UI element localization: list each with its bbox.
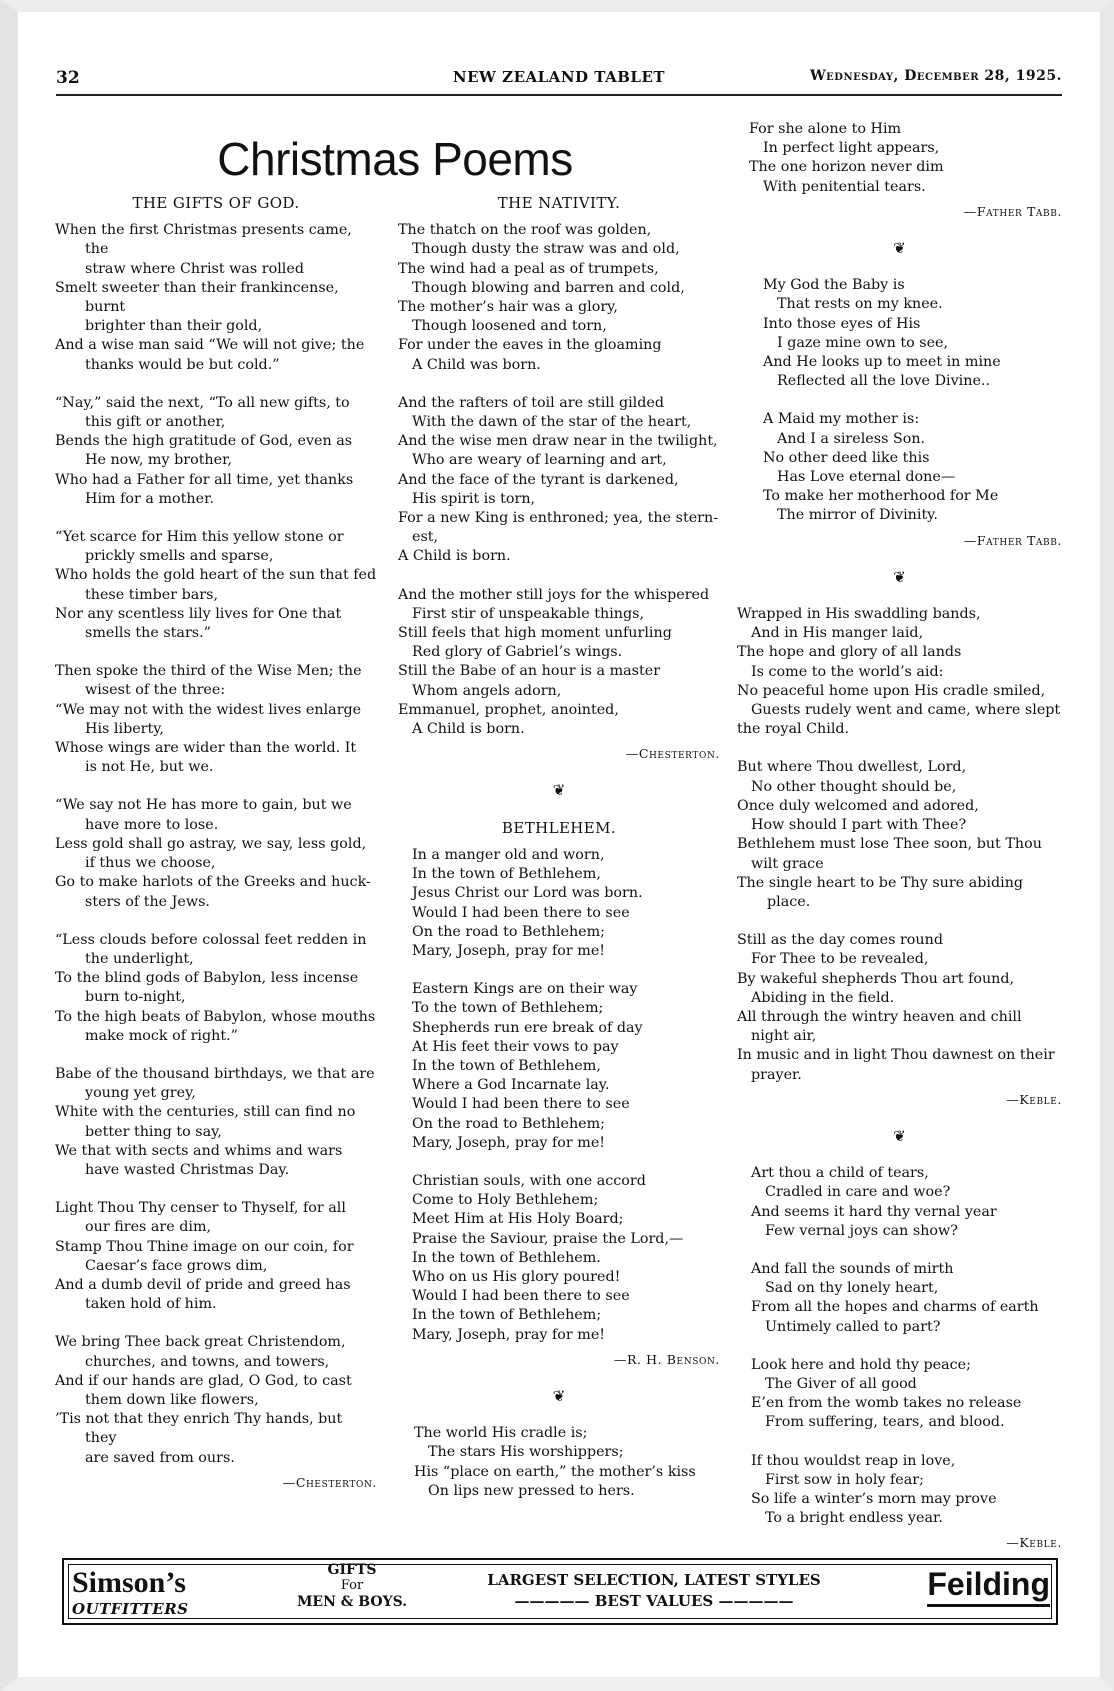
ornament-divider: ❦ (552, 1386, 566, 1405)
poem-line: Him for a mother. (85, 490, 214, 507)
poem-line: In the town of Bethlehem, (412, 866, 601, 883)
poem-line: He now, my brother, (85, 452, 232, 469)
poem-line: ’Tis not that they enrich Thy hands, but they (55, 1411, 343, 1447)
ad-slogan-line-1: LARGEST SELECTION, LATEST STYLES (487, 1571, 821, 1589)
ad-slogan-line-2: ————— BEST VALUES ————— (514, 1592, 794, 1610)
poem-line: have more to lose. (85, 816, 219, 833)
stanza (55, 394, 377, 509)
poem-line: On lips new pressed to hers. (428, 1482, 635, 1499)
poem-line: Wrapped in His swaddling bands, (737, 606, 981, 623)
ornament-divider: ❦ (893, 567, 906, 586)
attribution-keble: —Keble. (1006, 1091, 1062, 1107)
poem-line: With the dawn of the star of the heart, (412, 414, 692, 431)
ad-for-label: For (340, 1578, 364, 1593)
poem-line: wisest of the three: (85, 682, 226, 699)
poem-line: E’en from the womb takes no release (751, 1395, 1022, 1412)
ad-slogan (464, 1570, 844, 1612)
poem-line: I gaze mine own to see, (777, 334, 949, 351)
poem-line: Guests rudely went and came, where slept (751, 702, 1061, 719)
poem-line: A Child was born. (412, 356, 541, 373)
poem-line: Nor any scentless lily lives for One that (55, 605, 342, 622)
poem-line: Has Love eternal done— (777, 469, 956, 486)
poem-line: Untimely called to part? (765, 1318, 941, 1335)
poem-line: Who holds the gold heart of the sun that fed (55, 567, 377, 584)
poem-line: Emmanuel, prophet, anointed, (398, 701, 619, 718)
stanza (751, 1260, 1062, 1337)
poem-line: this gift or another, (85, 414, 226, 431)
poem-line: All through the wintry heaven and chill (737, 1008, 1022, 1025)
poem-line: Smelt sweeter than their frankincense, burnt (55, 279, 339, 316)
poem-line: Though loosened and torn, (412, 318, 607, 335)
stanza (763, 276, 1062, 391)
poem-line: wilt grace (751, 855, 824, 872)
poem-line: We bring Thee back great Christendom, (55, 1334, 346, 1351)
poem-line: The world His cradle is; (414, 1425, 588, 1442)
poem-line: “Nay,” said the next, “To all new gifts, to (55, 394, 350, 411)
ornament-divider: ❦ (893, 239, 906, 258)
attribution-benson: —R. H. Benson. (613, 1351, 720, 1367)
poem-line: And in His manger laid, (751, 625, 924, 642)
poem-line: But where Thou dwellest, Lord, (737, 759, 967, 776)
poem-line: Bends the high gratitude of God, even as (55, 433, 353, 450)
poem-line: smells the stars.” (85, 625, 211, 642)
poem-line: brighter than their gold, (85, 318, 263, 335)
poem-line: “Less clouds before colossal feet redden in (55, 931, 367, 948)
poem-line: prickly smells and sparse, (85, 548, 274, 565)
poem-line: Stamp Thou Thine image on our coin, for (55, 1238, 354, 1255)
poem-line: Go to make harlots of the Greeks and huck- (55, 874, 371, 891)
poem-line: est, (412, 529, 439, 546)
poem-line: To the blind gods of Babylon, less incense (55, 970, 359, 987)
attribution-tabb: —Father Tabb. (963, 203, 1062, 219)
issue-date: Wednesday, December 28, 1925. (809, 68, 1062, 84)
poem-line: are saved from ours. (85, 1449, 235, 1466)
poem-line: To the high beats of Babylon, whose mouths (55, 1008, 376, 1025)
poem-line: And the rafters of toil are still gilded (398, 394, 665, 411)
poem-she-alone (737, 120, 1062, 197)
poem-line: And He looks up to meet in mine (763, 354, 1001, 371)
stanza (737, 605, 1062, 739)
poem-line: And the wise men draw near in the twilight, (398, 433, 718, 450)
poem-line: For under the eaves in the gloaming (398, 337, 662, 354)
poem-line: Though blowing and barren and cold, (412, 279, 685, 296)
stanza (55, 796, 377, 911)
poem-gifts-of-god (55, 221, 377, 1468)
poem-line: And I a sireless Son. (777, 430, 926, 447)
poem-cradle (398, 1424, 720, 1501)
poem-line: them down like flowers, (85, 1391, 259, 1408)
poem-line: the underlight, (85, 950, 194, 967)
stanza (55, 221, 377, 375)
poem-line: On the road to Bethlehem; (412, 1115, 605, 1132)
poem-line: We that with sects and whims and wars (55, 1142, 343, 1159)
page-number: 32 (56, 68, 80, 88)
poem-line: Art thou a child of tears, (751, 1165, 929, 1182)
poem-line: With penitential tears. (763, 178, 926, 195)
poem-line: His “place on earth,” the mother’s kiss (414, 1463, 696, 1480)
poem-line: His spirit is torn, (412, 490, 536, 507)
poem-line: And a wise man said “We will not give; the (55, 337, 365, 354)
poem-line: To make her motherhood for Me (763, 488, 999, 505)
poem-line: Where a God Incarnate lay. (412, 1077, 610, 1094)
poem-line: The mirror of Divinity. (777, 507, 938, 524)
stanza (412, 1172, 720, 1345)
poem-line: our fires are dim, (85, 1219, 212, 1236)
poem-line: From suffering, tears, and blood. (765, 1414, 1005, 1431)
poem-line: Caesar’s face grows dim, (85, 1257, 268, 1274)
ornament-divider: ❦ (893, 1126, 906, 1145)
poem-title-bethlehem: BETHLEHEM. (501, 818, 617, 837)
poem-line: From all the hopes and charms of earth (751, 1299, 1039, 1316)
poem-line: “Yet scarce for Him this yellow stone or (55, 529, 344, 546)
poem-line: In music and in light Thou dawnest on their (737, 1047, 1055, 1064)
poem-my-god-the-baby (737, 276, 1062, 525)
poem-line: No peaceful home upon His cradle smiled, (737, 682, 1046, 699)
poem-line: straw where Christ was rolled (85, 260, 304, 277)
poem-line: For she alone to Him (749, 121, 902, 137)
poem-line: the royal Child. (737, 721, 850, 738)
poem-line: My God the Baby is (763, 277, 905, 294)
poem-line: Babe of the thousand birthdays, we that are (55, 1065, 375, 1082)
poem-line: Sad on thy lonely heart, (765, 1280, 939, 1297)
poem-line: prayer. (751, 1066, 802, 1083)
poem-line: Would I had been there to see (412, 1288, 630, 1305)
poem-line: Cradled in care and woe? (765, 1184, 951, 1201)
poem-nativity (398, 221, 720, 739)
poem-line: So life a winter’s morn may prove (751, 1490, 997, 1507)
stanza (412, 846, 720, 961)
ad-store-name: Simson’s (72, 1566, 186, 1599)
poem-line: Abiding in the field. (751, 989, 895, 1006)
poem-line: To a bright endless year. (765, 1510, 943, 1527)
poem-line: In a manger old and worn, (412, 846, 605, 863)
column-3 (737, 120, 1062, 1571)
poem-line: A Maid my mother is: (763, 411, 920, 428)
poem-line: The hope and glory of all lands (737, 644, 962, 661)
stanza (55, 931, 377, 1046)
poem-line: To the town of Bethlehem; (412, 1000, 604, 1017)
poem-line: Less gold shall go astray, we say, less gold, (55, 835, 367, 852)
poem-line: In perfect light appears, (763, 140, 940, 157)
poem-line: Christian souls, with one accord (412, 1172, 646, 1189)
poem-line: Whose wings are wider than the world. It (55, 740, 357, 757)
poem-line: No other deed like this (763, 449, 930, 466)
poem-line: The thatch on the roof was golden, (398, 222, 652, 239)
page-title: Christmas Poems (217, 133, 573, 185)
poem-line: Mary, Joseph, pray for me! (412, 942, 606, 959)
attribution-keble-2: —Keble. (1006, 1535, 1062, 1551)
poem-title-nativity: THE NATIVITY. (497, 194, 621, 212)
poem-line: “We may not with the widest lives enlarge (55, 701, 362, 718)
poem-line: And if our hands are glad, O God, to cast (55, 1372, 352, 1389)
poem-line: And seems it hard thy vernal year (751, 1203, 997, 1220)
poem-line: Light Thou Thy censer to Thyself, for all (55, 1200, 346, 1217)
attribution-tabb-2: —Father Tabb. (963, 532, 1062, 548)
poem-swaddling-bands (737, 605, 1062, 1085)
stanza (398, 394, 720, 567)
poem-line: A Child is born. (412, 721, 525, 738)
poem-line: No other thought should be, (751, 778, 957, 795)
poem-line: Is come to the world’s aid: (751, 663, 944, 680)
stanza (414, 1424, 720, 1501)
poem-line: Would I had been there to see (412, 904, 630, 921)
stanza (751, 1452, 1062, 1529)
poem-line: burn to-night, (85, 989, 186, 1006)
stanza (55, 1333, 377, 1467)
poem-line: taken hold of him. (85, 1296, 217, 1313)
poem-line: Still feels that high moment unfurling (398, 625, 672, 642)
header-rule (56, 94, 1062, 96)
poem-line: Eastern Kings are on their way (412, 981, 638, 998)
stanza (751, 1356, 1062, 1433)
poem-line: Mary, Joseph, pray for me! (412, 1326, 606, 1343)
ad-gifts (282, 1562, 422, 1610)
poem-line: How should I part with Thee? (751, 817, 967, 834)
poem-line: Praise the Saviour, praise the Lord,— (412, 1230, 684, 1247)
ad-gifts-label: GIFTS (327, 1562, 377, 1578)
page-header (56, 68, 1062, 92)
attribution-chesterton: —Chesterton. (282, 1474, 377, 1490)
poem-line: Who on us His glory poured! (412, 1268, 621, 1285)
poem-line: churches, and towns, and towers, (85, 1353, 330, 1370)
poem-title-gifts: THE GIFTS OF GOD. (132, 194, 300, 212)
poem-line: And a dumb devil of pride and greed has (55, 1276, 351, 1293)
poem-line: First stir of unspeakable things, (412, 605, 645, 622)
ad-outfitters: OUTFITTERS (72, 1600, 189, 1618)
poem-line: Meet Him at His Holy Board; (412, 1211, 624, 1228)
stanza (737, 758, 1062, 912)
poem-line: And the mother still joys for the whispered (398, 586, 710, 603)
poem-line: better thing to say, (85, 1123, 222, 1140)
poem-line: is not He, but we. (85, 759, 214, 776)
poem-line: That rests on my knee. (777, 296, 943, 313)
column-2 (398, 194, 720, 1520)
poem-line: Still as the day comes round (737, 932, 943, 949)
poem-line: The stars His worshippers; (428, 1444, 624, 1461)
poem-line: In the town of Bethlehem, (412, 1057, 601, 1074)
poem-line: First sow in holy fear; (765, 1471, 924, 1488)
poem-line: night air, (751, 1028, 817, 1045)
poem-line: The Giver of all good (765, 1375, 917, 1392)
poem-line: Whom angels adorn, (412, 682, 562, 699)
poem-line: White with the centuries, still can find no (55, 1104, 356, 1121)
poem-line: Would I had been there to see (412, 1096, 630, 1113)
poem-line: if thus we choose, (85, 855, 216, 872)
poem-line: Then spoke the third of the Wise Men; the (55, 663, 362, 680)
poem-line: On the road to Bethlehem; (412, 923, 605, 940)
poem-line: And the face of the tyrant is darkened, (398, 471, 679, 488)
poem-line: By wakeful shepherds Thou art found, (737, 970, 1015, 987)
stanza (737, 931, 1062, 1085)
stanza (751, 1164, 1062, 1241)
poem-line: At His feet their vows to pay (412, 1038, 619, 1055)
ad-town-name: Feilding (927, 1564, 1050, 1607)
poem-line: Shepherds run ere break of day (412, 1019, 643, 1036)
stanza (763, 410, 1062, 525)
poem-child-of-tears (737, 1164, 1062, 1528)
poem-line: When the first Christmas presents came, the (55, 222, 352, 258)
poem-line: these timber bars, (85, 586, 219, 603)
stanza (749, 120, 1062, 197)
poem-line: Reflected all the love Divine.. (777, 373, 991, 390)
stanza (55, 528, 377, 643)
poem-line: make mock of right.” (85, 1027, 238, 1044)
ad-men-boys: MEN & BOYS. (296, 1594, 408, 1610)
advertisement-banner (62, 1558, 1058, 1625)
attribution-chesterton-2: —Chesterton. (625, 746, 720, 762)
poem-line: For Thee to be revealed, (751, 951, 929, 968)
poem-line: The one horizon never dim (749, 159, 944, 176)
poem-line: Few vernal joys can show? (765, 1222, 958, 1239)
poem-line: For a new King is enthroned; yea, the stern- (398, 510, 719, 527)
poem-line: young yet grey, (85, 1085, 196, 1102)
stanza (398, 586, 720, 740)
poem-line: And fall the sounds of mirth (751, 1260, 954, 1277)
poem-line: Though dusty the straw was and old, (412, 241, 680, 258)
stanza (55, 1065, 377, 1180)
stanza (55, 662, 377, 777)
poem-line: thanks would be but cold.” (85, 356, 280, 373)
poem-line: In the town of Bethlehem. (412, 1249, 601, 1266)
stanza (55, 1199, 377, 1314)
poem-line: Mary, Joseph, pray for me! (412, 1134, 606, 1151)
stanza (398, 221, 720, 375)
poem-line: Red glory of Gabriel’s wings. (412, 644, 623, 661)
poem-line: Bethlehem must lose Thee soon, but Thou (737, 836, 1042, 853)
poem-line: In the town of Bethlehem; (412, 1307, 602, 1324)
poem-line: The mother’s hair was a glory, (398, 299, 618, 316)
poem-line: sters of the Jews. (85, 893, 210, 910)
ornament-divider: ❦ (552, 781, 566, 800)
column-1 (55, 194, 377, 1510)
poem-line: have wasted Christmas Day. (85, 1161, 290, 1178)
poem-line: A Child is born. (398, 548, 511, 565)
publication-name: NEW ZEALAND TABLET (452, 68, 666, 86)
poem-line: The wind had a peal as of trumpets, (398, 260, 659, 277)
poem-line: Who had a Father for all time, yet thanks (55, 471, 354, 488)
poem-line: Into those eyes of His (763, 315, 921, 332)
poem-line: Look here and hold thy peace; (751, 1356, 971, 1373)
stanza (412, 980, 720, 1153)
poem-line: Still the Babe of an hour is a master (398, 663, 661, 680)
poem-line: If thou wouldst reap in love, (751, 1452, 956, 1469)
poem-line: His liberty, (85, 720, 164, 737)
poem-line: Jesus Christ our Lord was born. (412, 885, 643, 902)
poem-line: The single heart to be Thy sure abiding place. (737, 874, 1024, 910)
poem-line: “We say not He has more to gain, but we (55, 797, 352, 814)
poem-line: Once duly welcomed and adored, (737, 797, 979, 814)
poem-line: Come to Holy Bethlehem; (412, 1192, 599, 1209)
poem-line: Who are weary of learning and art, (412, 452, 667, 469)
poem-bethlehem (398, 846, 720, 1345)
